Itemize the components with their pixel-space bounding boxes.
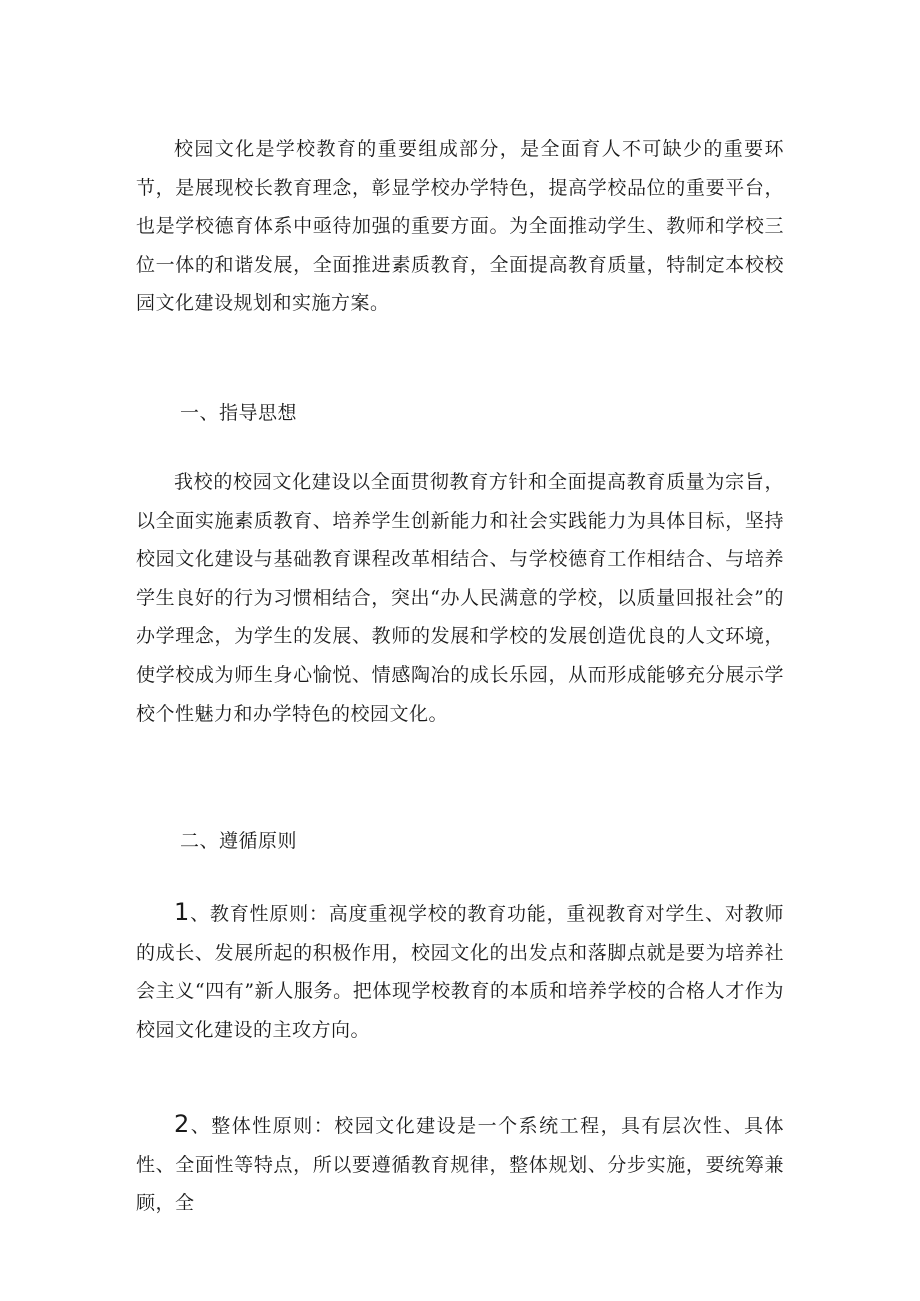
principle-text: 、教育性原则：高度重视学校的教育功能，重视教育对学生、对教师的成长、发展所起的积极作用，校园文化的出发点和落脚点就是要为培养社会主义“四有”新人服务。把体现学校教育的本质和培养学校的合格人才作为校园文化建设的主攻方向。 bbox=[136, 903, 784, 1041]
principle-educational-paragraph bbox=[136, 893, 784, 1049]
principle-number: 1 bbox=[174, 898, 190, 926]
principle-text: 、整体性原则：校园文化建设是一个系统工程，具有层次性、具体性、全面性等特点，所以要遵循教育规律，整体规划、分步实施，要统筹兼顾，全 bbox=[136, 1115, 784, 1215]
guiding-ideology-paragraph: 我校的校园文化建设以全面贯彻教育方针和全面提高教育质量为宗旨，以全面实施素质教育、培养学生创新能力和社会实践能力为具体目标，坚持校园文化建设与基础教育课程改革相结合、与学校德育工作相结合、与培养学生良好的行为习惯相结合，突出“办人民满意的学校，以质量回报社会”的办学理念，为学生的发展、教师的发展和学校的发展创造优良的人文环境，使学校成为师生身心愉悦、情感陶冶的成长乐园，从而形成能够充分展示学校个性魅力和办学特色的校园文化。 bbox=[136, 471, 784, 725]
section-heading-principles: 二、遵循原则 bbox=[180, 830, 298, 852]
section-heading-guiding-ideology: 一、指导思想 bbox=[180, 402, 298, 424]
principle-holistic-paragraph bbox=[136, 1105, 784, 1223]
intro-paragraph: 校园文化是学校教育的重要组成部分，是全面育人不可缺少的重要环节，是展现校长教育理念，彰显学校办学特色，提高学校品位的重要平台，也是学校德育体系中亟待加强的重要方面。为全面推动学生、教师和学校三位一体的和谐发展，全面推进素质教育，全面提高教育质量，特制定本校校园文化建设规划和实施方案。 bbox=[136, 138, 784, 315]
principle-number: 2 bbox=[174, 1110, 190, 1138]
